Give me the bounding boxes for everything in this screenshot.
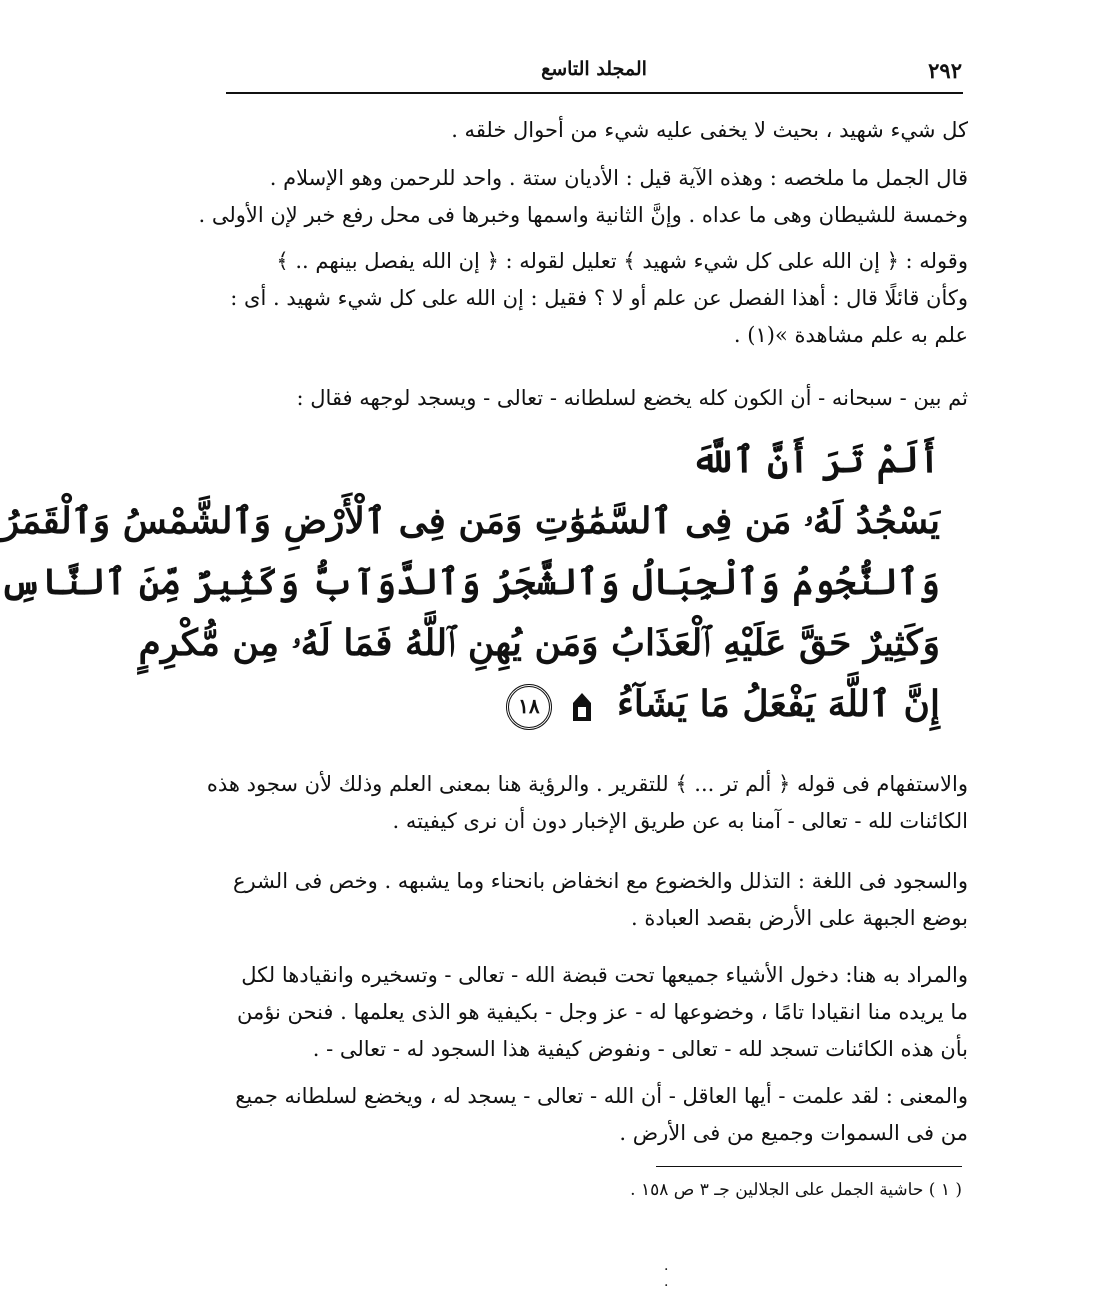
text-line: بوضع الجبهة على الأرض بقصد العبادة . — [631, 906, 968, 930]
verse-line: وَكَثِيرٌ حَقَّ عَلَيْهِ ٱلْعَذَابُ وَمَن يُهِنِ ٱللَّهُ فَمَا لَهُۥ مِن مُّكْرِمٍ — [138, 622, 940, 664]
text-line: الكائنات لله - تعالى - آمنا به عن طريق الإخبار دون أن نرى كيفيته . — [392, 809, 968, 833]
verse-line: أَلَمْ تَرَ أَنَّ ٱللَّهَ — [691, 439, 940, 481]
verse-line-last — [300, 674, 940, 735]
text-line: وكأن قائلًا قال : أهذا الفصل عن علم أو لا ؟ فقيل : إن الله على كل شيء شهيد . أى : — [230, 286, 968, 310]
text-line: قال الجمل ما ملخصه : وهذه الآية قيل : الأديان ستة . واحد للرحمن وهو الإسلام . — [269, 166, 968, 190]
page-number: ٢٩٢ — [928, 58, 962, 83]
text-line: والمراد به هنا: دخول الأشياء جميعها تحت قبضة الله - تعالى - وتسخيره وانقيادها لكل — [241, 963, 968, 987]
text-line: كل شيء شهيد ، بحيث لا يخفى عليه شيء من أحوال خلقه . — [451, 118, 968, 142]
text-line: ثم بين - سبحانه - أن الكون كله يخضع لسلطانه - تعالى - ويسجد لوجهه فقال : — [296, 386, 968, 410]
paragraph — [222, 380, 968, 417]
verse-line: وَٱلنُّجُومُ وَٱلْجِبَالُ وَٱلشَّجَرُ وَٱلدَّوَآبُّ وَكَثِيرٌ مِّنَ ٱلنَّاسِ — [0, 561, 940, 603]
page-header — [226, 54, 962, 88]
quran-verse — [0, 430, 940, 735]
scan-speck: · · — [664, 1262, 669, 1294]
footnote: ( ١ ) حاشية الجمل على الجلالين جـ ٣ ص ١٥٨ . — [630, 1180, 962, 1200]
text-line: من فى السموات وجميع من فى الأرض . — [619, 1121, 968, 1145]
text-line: بأن هذه الكائنات تسجد لله - تعالى - ونفوض كيفية هذا السجود له - تعالى - . — [312, 1037, 968, 1061]
paragraph — [222, 112, 968, 149]
paragraph — [222, 863, 968, 937]
text-line: والاستفهام فى قوله ﴿ ألم تر ... ﴾ للتقرير . والرؤية هنا بمعنى العلم وذلك لأن سجود هذه — [206, 772, 968, 796]
paragraph — [222, 957, 968, 1068]
paragraph — [222, 1078, 968, 1152]
volume-title: المجلد التاسع — [541, 58, 647, 80]
text-line: علم به علم مشاهدة »(١) . — [733, 323, 968, 347]
verse-line: إِنَّ ٱللَّهَ يَفْعَلُ مَا يَشَآءُ — [617, 683, 940, 725]
text-line: والمعنى : لقد علمت - أيها العاقل - أن الله - تعالى - يسجد له ، ويخضع لسلطانه جميع — [235, 1084, 968, 1108]
text-line: ما يريده منا انقيادا تامًا ، وخضوعها له - عز وجل - بكيفية هو الذى يعلمها . فنحن نؤمن — [236, 1000, 968, 1024]
text-line: وخمسة للشيطان وهى ما عداه . وإنَّ الثانية واسمها وخبرها فى محل رفع خبر لإن الأولى . — [198, 203, 968, 227]
header-rule — [226, 92, 963, 94]
text-line: وقوله : ﴿ إن الله على كل شيء شهيد ﴾ تعليل لقوله : ﴿ إن الله يفصل بينهم .. ﴾ — [276, 249, 968, 273]
paragraph — [198, 160, 968, 234]
text-line: والسجود فى اللغة : التذلل والخضوع مع انخفاض بانحناء وما يشبهه . وخص فى الشرع — [232, 869, 968, 893]
verse-line: يَسْجُدُ لَهُۥ مَن فِى ٱلسَّمَٰوَٰتِ وَمَن فِى ٱلْأَرْضِ وَٱلشَّمْسُ وَٱلْقَمَرُ — [1, 500, 940, 542]
paragraph — [206, 766, 968, 840]
sajda-mark-icon — [570, 691, 594, 723]
footnote-rule — [656, 1166, 962, 1167]
paragraph — [222, 243, 968, 354]
ayah-number-marker: ١٨ — [506, 684, 552, 730]
